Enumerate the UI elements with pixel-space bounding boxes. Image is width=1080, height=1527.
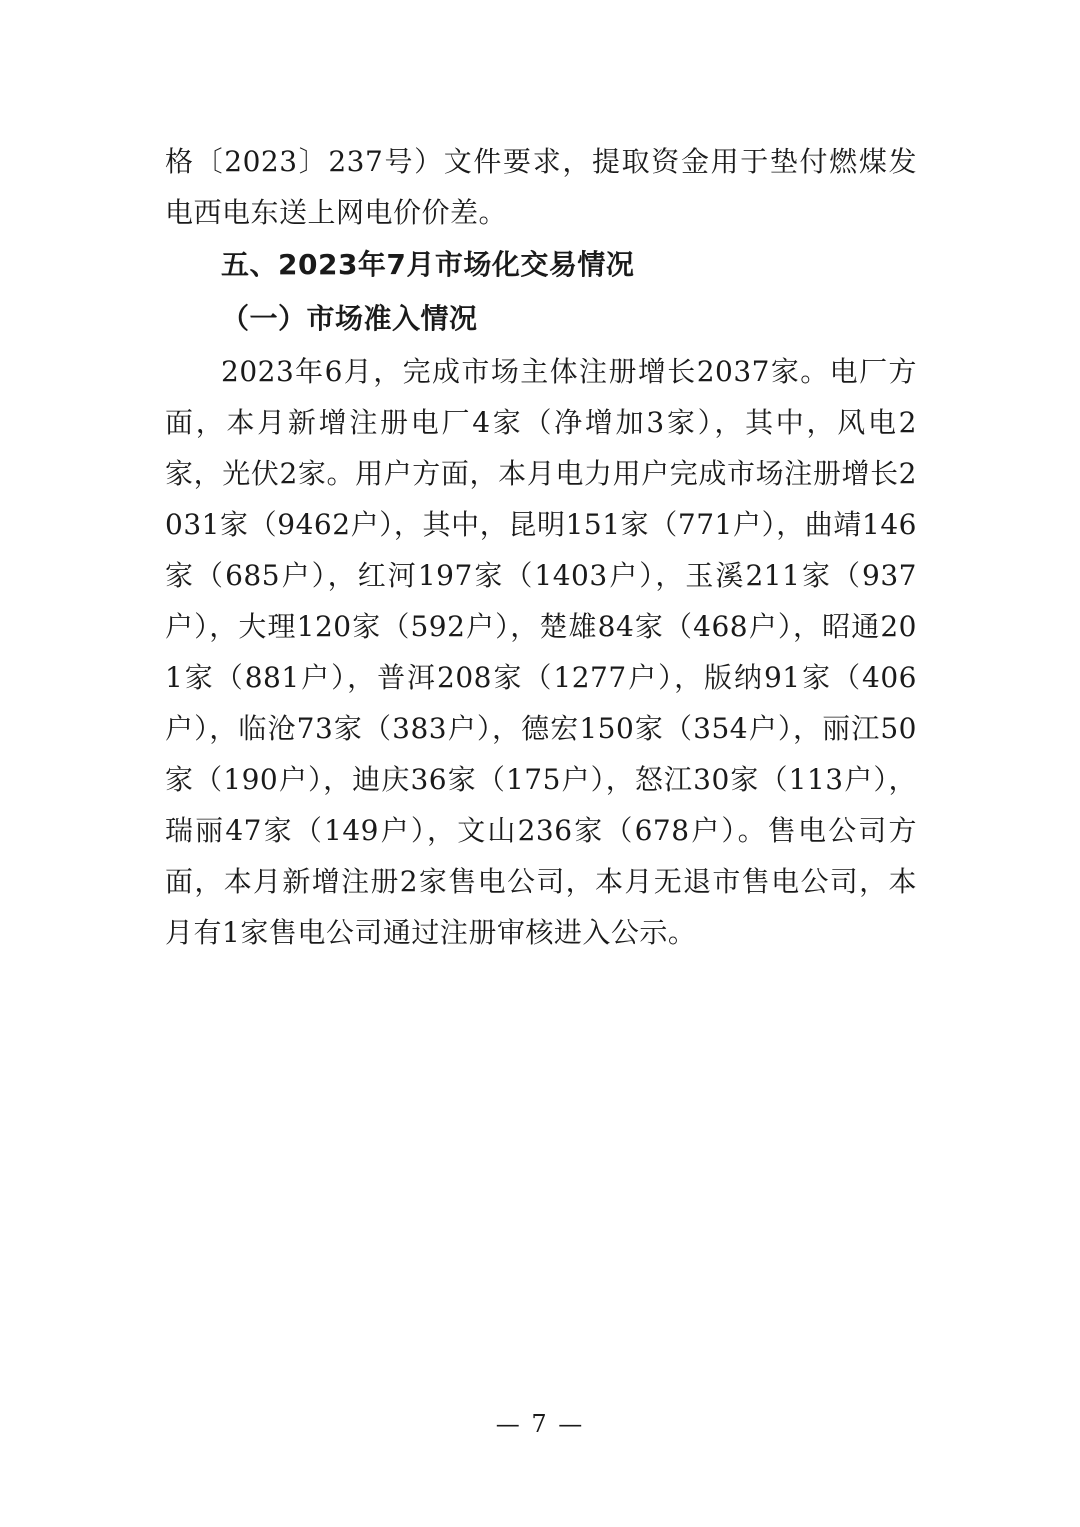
section-heading: 五、2023年7月市场化交易情况 bbox=[221, 248, 635, 281]
document-body bbox=[165, 136, 917, 958]
subsection-heading: （一）市场准入情况 bbox=[221, 302, 478, 335]
paragraph-market-access: 2023年6月，完成市场主体注册增长2037家。电厂方面，本月新增注册电厂4家（净增加3家），其中，风电2家，光伏2家。用户方面，本月电力用户完成市场注册增长2031家（9462户），其中，昆明151家（771户），曲靖146家（685户），红河197家（1403户），玉溪211家（937户），大理120家（592户），楚雄84家（468户），昭通201家（881户），普洱208家（1277户），版纳91家（406户），临沧73家（383户），德宏150家（354户），丽江50家（190户），迪庆36家（175户），怒江30家（113户），瑞丽47家（149户），文山236家（678户）。售电公司方面，本月新增注册2家售电公司，本月无退市售电公司，本月有1家售电公司通过注册审核进入公示。 bbox=[165, 355, 917, 949]
paragraph-continuation: 格〔2023〕237号）文件要求，提取资金用于垫付燃煤发电西电东送上网电价价差。 bbox=[165, 145, 917, 229]
page-number: — 7 — bbox=[495, 1410, 585, 1438]
